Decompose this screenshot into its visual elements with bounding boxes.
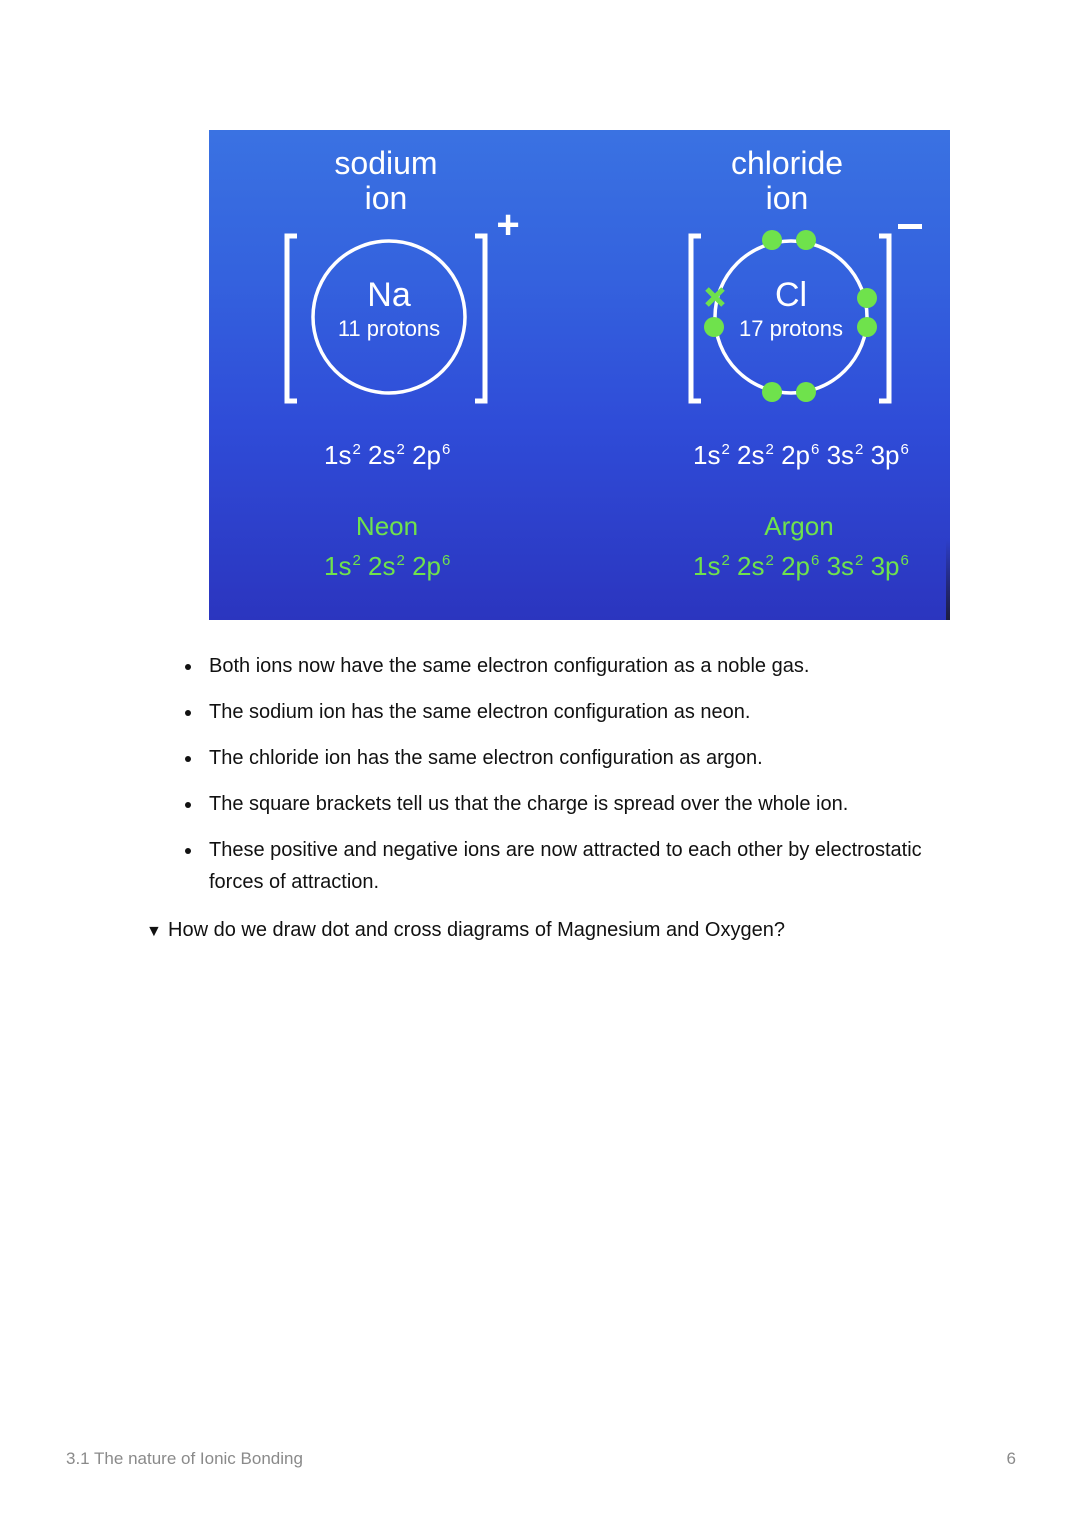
chloride-title-line1: chloride <box>730 145 844 181</box>
sodium-title-line2: ion <box>364 180 408 216</box>
bullet-item <box>185 742 945 774</box>
bullet-text: These positive and negative ions are now attracted to each other by electrostatic forces of attraction. <box>209 839 922 893</box>
bullet-icon <box>185 664 191 670</box>
footer-title: 3.1 The nature of Ionic Bonding <box>66 1449 303 1468</box>
bullet-icon <box>185 802 191 808</box>
bullet-item <box>185 696 945 728</box>
chloride-config: $1s^2$ $2s^2$ $2p^6$ $3s^2$ $3p^6$ <box>693 440 909 470</box>
chloride-title-line2: ion <box>765 180 809 216</box>
chloride-atom-diagram <box>681 210 950 410</box>
negative-charge-icon <box>898 224 922 229</box>
triangle-down-icon[interactable]: ▼ <box>146 923 162 940</box>
sodium-title-line1: sodium <box>334 145 438 181</box>
bullet-item <box>185 834 945 898</box>
summary-bullet-list <box>185 650 945 912</box>
bullet-text: Both ions now have the same electron configuration as a noble gas. <box>209 655 810 677</box>
chloride-ion-title <box>667 146 907 216</box>
left-bracket-icon <box>287 236 297 401</box>
ion-diagram-figure <box>209 130 950 620</box>
bullet-item <box>185 788 945 820</box>
bullet-icon <box>185 756 191 762</box>
toggle-magnesium-oxygen[interactable] <box>146 914 785 948</box>
sodium-ion-title <box>266 146 506 216</box>
sodium-atom-diagram <box>279 210 539 410</box>
left-bracket-icon <box>691 236 701 401</box>
sodium-symbol: Na <box>367 276 411 314</box>
right-bracket-icon <box>879 236 889 401</box>
chlorine-protons: 17 protons <box>739 316 843 341</box>
bullet-item <box>185 650 945 682</box>
sodium-config: $1s^2$ $2s^2$ $2p^6$ <box>324 440 451 470</box>
neon-label: Neon <box>355 511 419 541</box>
bullet-text: The square brackets tell us that the charge is spread over the whole ion. <box>209 793 849 815</box>
bullet-text: The chloride ion has the same electron configuration as argon. <box>209 747 763 769</box>
chlorine-symbol: Cl <box>774 276 808 314</box>
right-bracket-icon <box>475 236 485 401</box>
page-number: 6 <box>1006 1449 1016 1468</box>
argon-config: $1s^2$ $2s^2$ $2p^6$ $3s^2$ $3p^6$ <box>693 551 909 581</box>
sodium-protons: 11 protons <box>337 316 441 341</box>
positive-charge-icon: + <box>496 210 520 247</box>
neon-config: $1s^2$ $2s^2$ $2p^6$ <box>324 551 451 581</box>
argon-label: Argon <box>764 511 834 541</box>
bullet-icon <box>185 848 191 854</box>
figure-edge-shadow <box>946 540 950 620</box>
bullet-text: The sodium ion has the same electron configuration as neon. <box>209 701 751 723</box>
toggle-label[interactable]: How do we draw dot and cross diagrams of Magnesium and Oxygen? <box>168 919 785 941</box>
bullet-icon <box>185 710 191 716</box>
